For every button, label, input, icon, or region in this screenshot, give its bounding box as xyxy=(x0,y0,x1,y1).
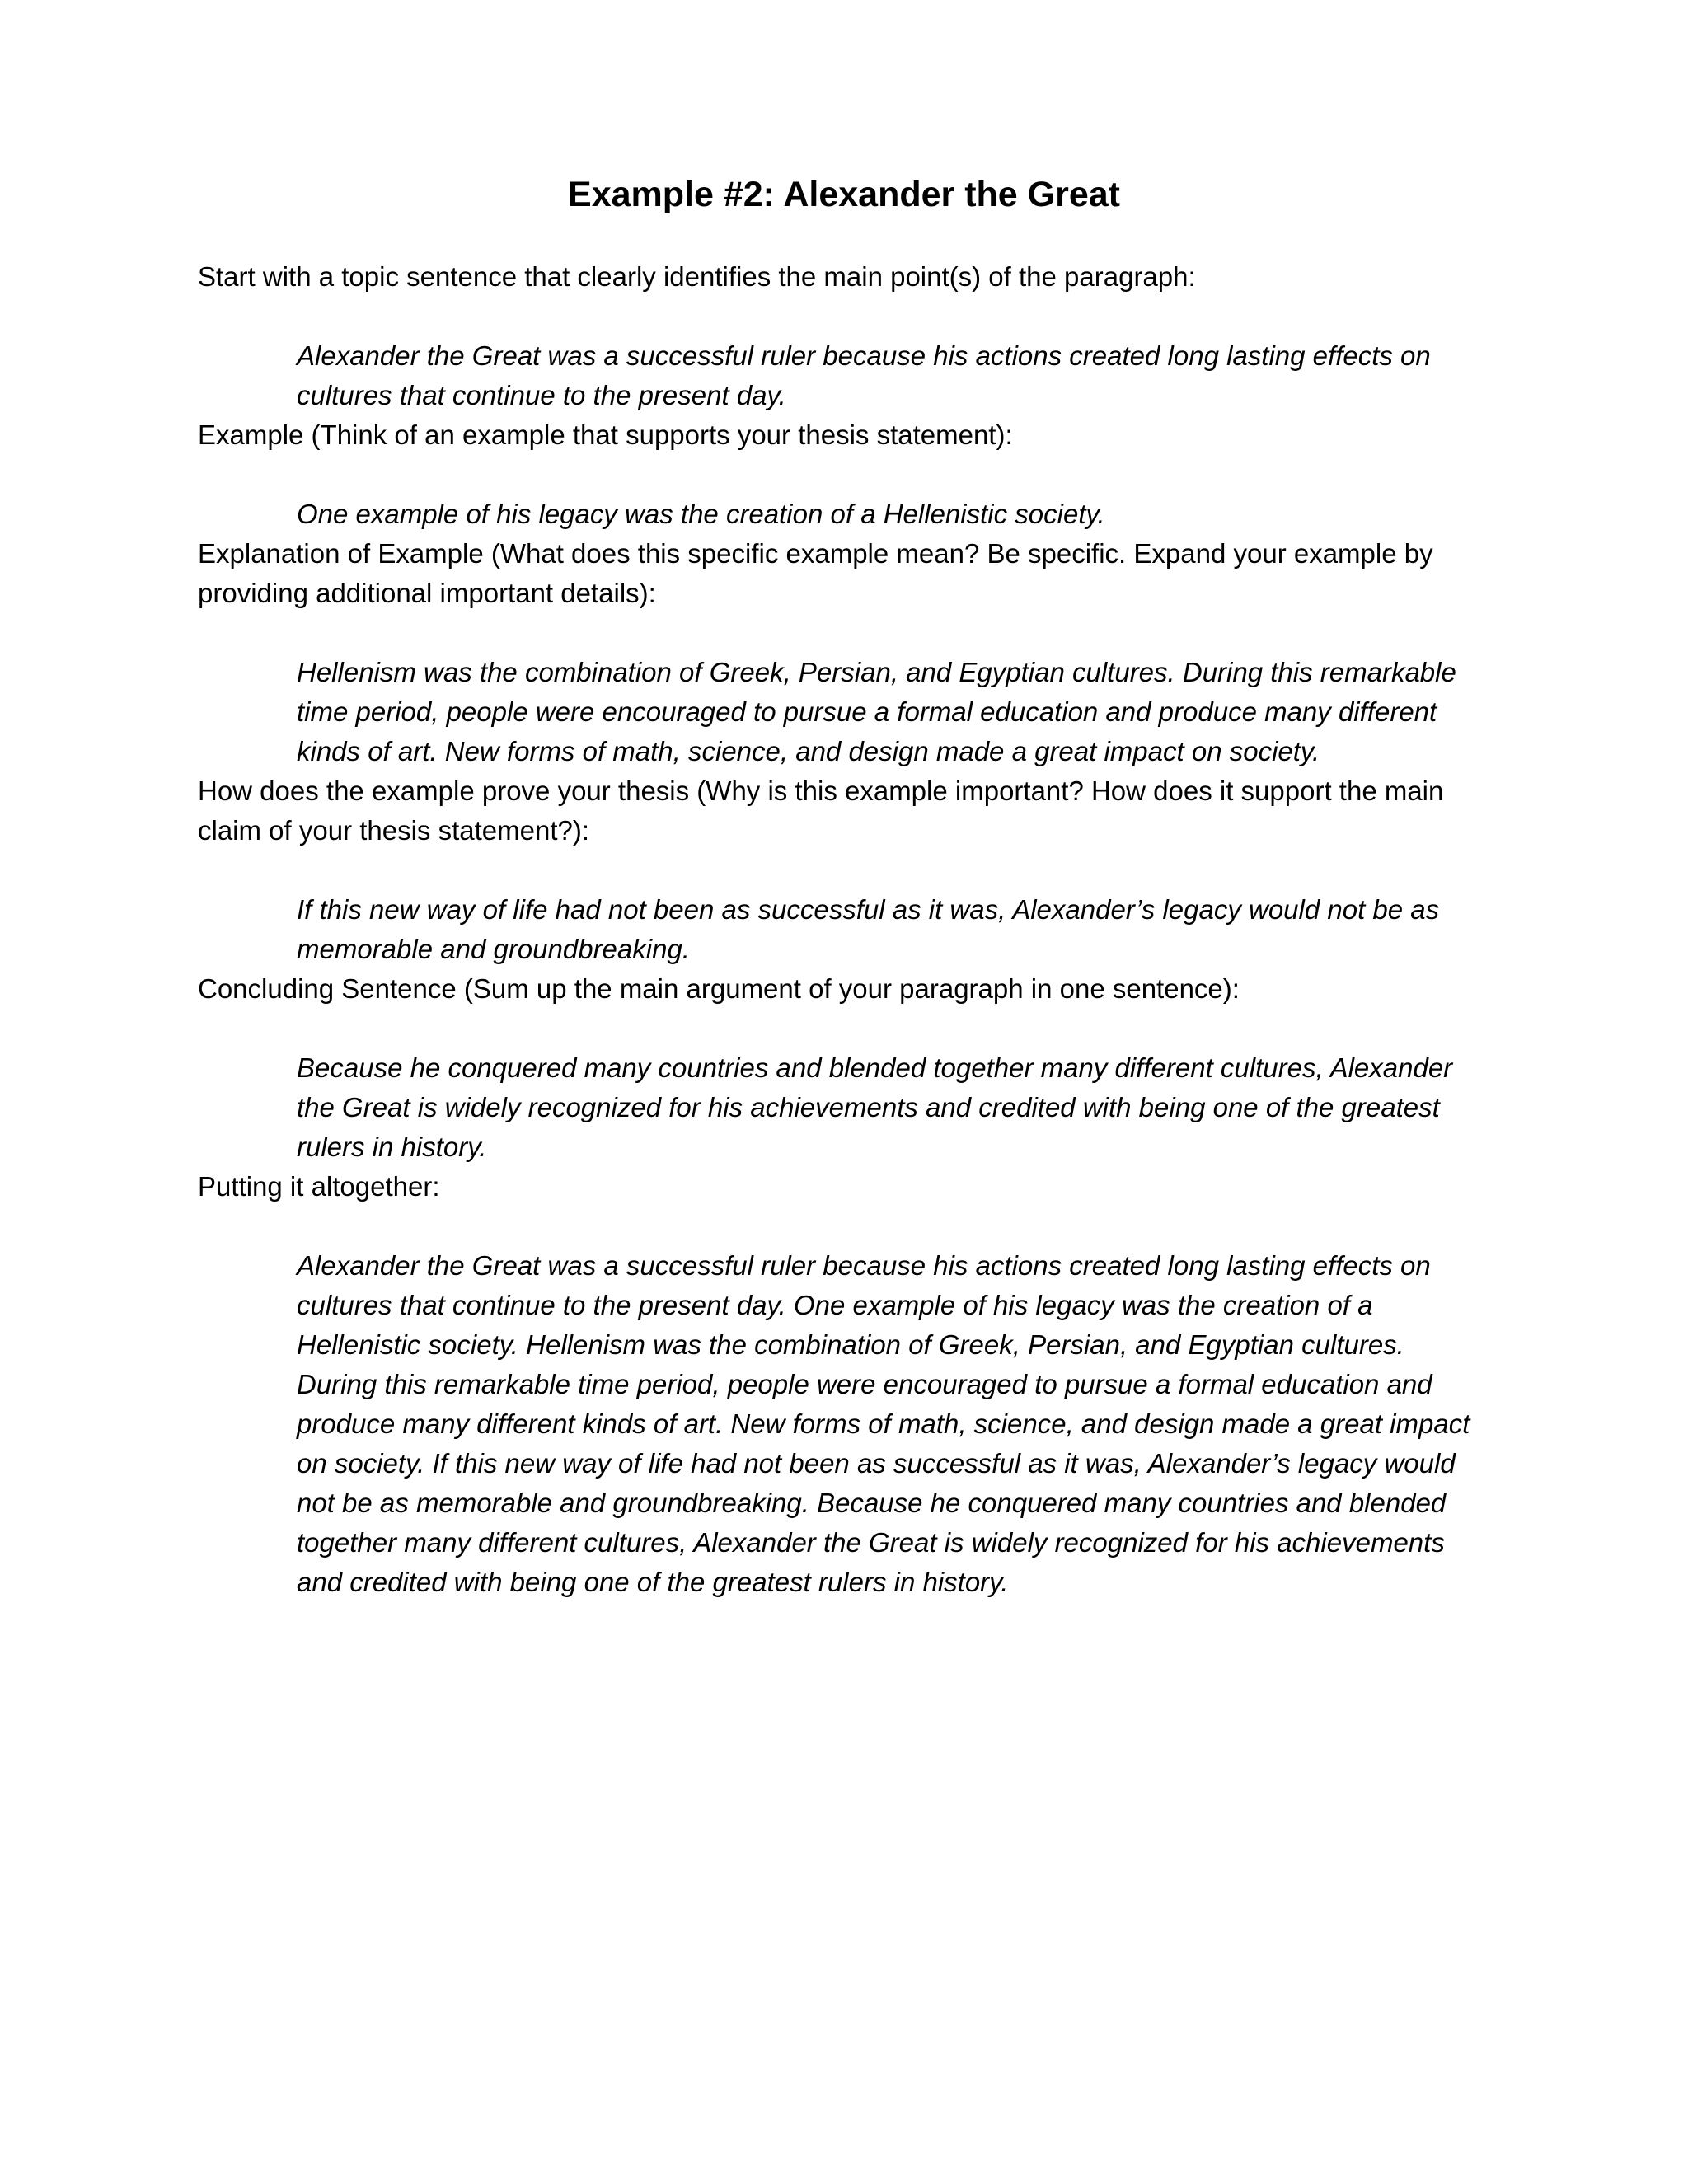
section-explanation xyxy=(198,534,1490,771)
section-prove-thesis xyxy=(198,771,1490,969)
section-putting-it-altogether xyxy=(198,1167,1490,1602)
prompt-text: Concluding Sentence (Sum up the main argument of your paragraph in one sentence): xyxy=(198,973,1240,1004)
prompt-text: How does the example prove your thesis (Why is this example important? How does it support the main claim of your thesis statement?): xyxy=(198,776,1444,846)
prompt-text: Putting it altogether: xyxy=(198,1171,440,1202)
example-text: If this new way of life had not been as successful as it was, Alexander’s legacy would not be as memorable and groundbreaking. xyxy=(297,894,1440,964)
section-topic-sentence xyxy=(198,257,1490,415)
document-title: Example #2: Alexander the Great xyxy=(568,175,1120,214)
example-text: Alexander the Great was a successful ruler because his actions created long lasting effects on cultures that continue to the present day. One example of his legacy was the creation of a Hellenistic society. Hellenism was the combination of Greek, Persian, and Egyptian cultures. During this remarkable time period, people were encouraged to pursue a formal education and produce many different kinds of art. New forms of math, science, and design made a great impact on society. If this new way of life had not been as successful as it was, Alexander’s legacy would not be as memorable and groundbreaking. Because he conquered many countries and blended together many different cultures, Alexander the Great is widely recognized for his achievements and credited with being one of the greatest rulers in history. xyxy=(297,1250,1470,1597)
example-text: One example of his legacy was the creation of a Hellenistic society. xyxy=(297,499,1105,529)
example-text: Alexander the Great was a successful ruler because his actions created long lasting effects on cultures that continue to the present day. xyxy=(297,340,1431,410)
example-text: Because he conquered many countries and blended together many different cultures, Alexander the Great is widely recognized for his achievements and credited with being one of the greatest rulers in history. xyxy=(297,1052,1453,1162)
section-example xyxy=(198,415,1490,534)
example-text: Hellenism was the combination of Greek, Persian, and Egyptian cultures. During this remarkable time period, people were encouraged to pursue a formal education and produce many different kinds of art. New forms of math, science, and design made a great impact on society. xyxy=(297,657,1456,766)
section-concluding-sentence xyxy=(198,969,1490,1167)
prompt-text: Start with a topic sentence that clearly identifies the main point(s) of the paragraph: xyxy=(198,261,1196,292)
prompt-text: Example (Think of an example that supports your thesis statement): xyxy=(198,419,1013,450)
prompt-text: Explanation of Example (What does this specific example mean? Be specific. Expand your example by providing additional important details): xyxy=(198,538,1433,608)
